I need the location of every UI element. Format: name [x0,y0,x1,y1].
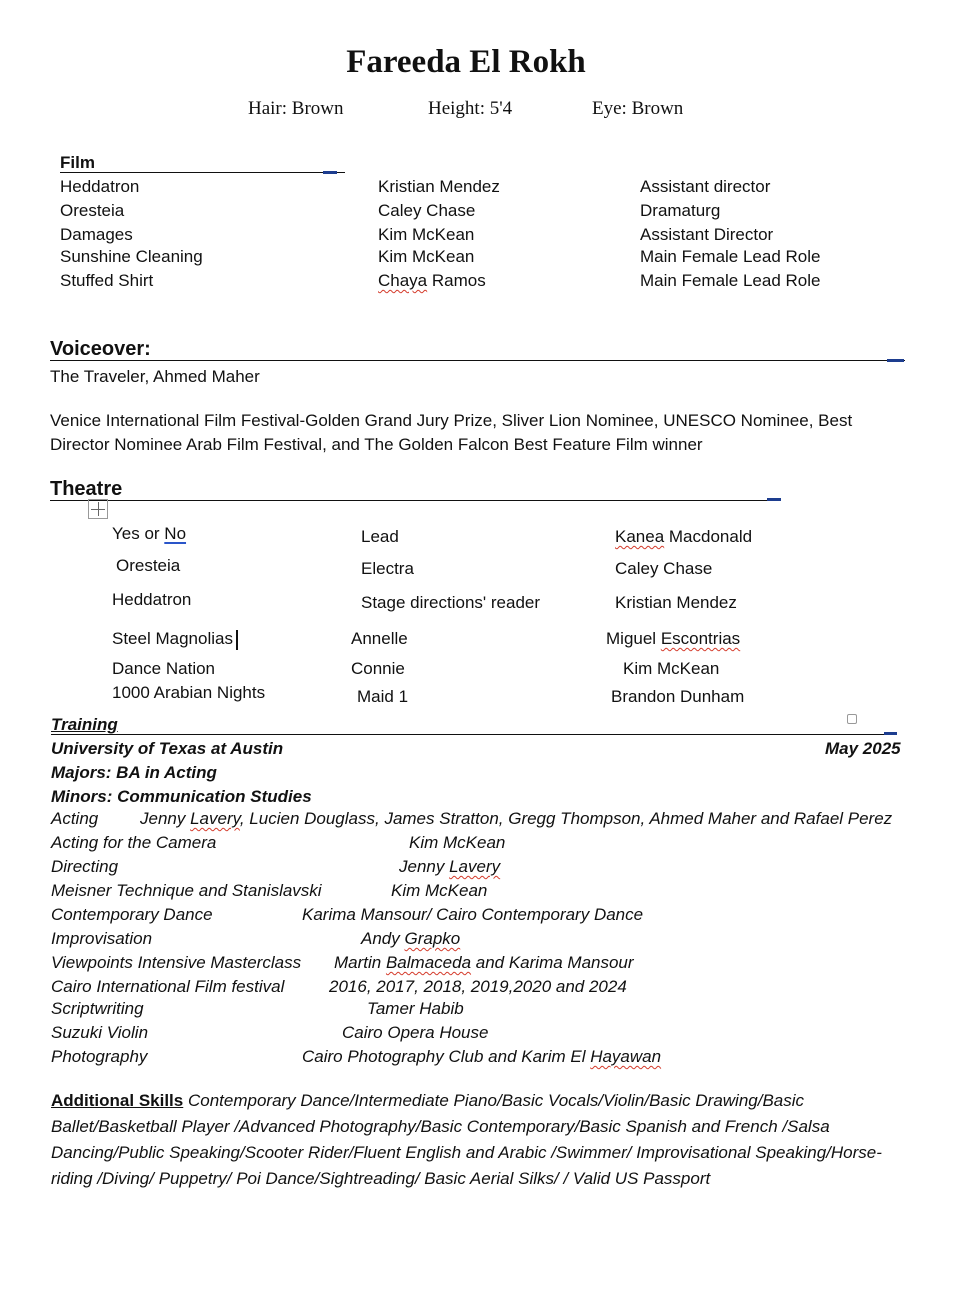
film-role: Main Female Lead Role [640,271,821,290]
film-director: Kristian Mendez [378,177,500,196]
spellcheck-word[interactable]: Lavery [190,809,240,828]
height-attribute: Height: 5'4 [428,98,513,119]
theatre-role: Stage directions' reader [361,593,541,612]
training-value: Andy Grapko [361,929,461,948]
training-value: Cairo Opera House [342,1023,489,1042]
spellcheck-word[interactable]: Hayawan [590,1047,662,1066]
theatre-role: Lead [361,527,399,546]
theatre-director: Kim McKean [623,659,720,678]
training-value: Jenny Lavery, Lucien Douglass, James Stratton, Gregg Thompson, Ahmed Maher and Rafael Perez [140,809,893,828]
film-director: Chaya Ramos [378,271,486,290]
spellcheck-word[interactable]: Grapko [404,929,461,948]
film-director: Kim McKean [378,247,475,266]
film-role: Assistant Director [640,225,774,244]
anchor-marker [767,498,781,501]
training-heading: Training [51,715,118,734]
training-value: Cairo Photography Club and Karim El Hayawan [302,1047,662,1066]
anchor-marker [323,171,337,174]
film-heading: Film [60,153,95,172]
film-title: Sunshine Cleaning [60,247,203,266]
training-value: Tamer Habib [367,999,464,1018]
film-role: Main Female Lead Role [640,247,821,266]
theatre-title: Heddatron [112,590,192,609]
film-title: Stuffed Shirt [60,271,154,290]
theatre-role: Connie [351,659,405,678]
training-rule [51,734,897,735]
spellcheck-word[interactable]: Balmaceda [385,953,472,972]
spellcheck-word[interactable]: Kanea [615,527,665,546]
theatre-title: Dance Nation [112,659,216,678]
anchor-marker [887,359,904,362]
table-move-handle-icon[interactable] [88,499,108,519]
film-role: Assistant director [640,177,771,196]
additional-skills [51,1088,891,1192]
voiceover-credit: The Traveler, Ahmed Maher [50,367,260,386]
training-school: University of Texas at Austin [51,739,284,758]
theatre-rule [50,500,780,501]
theatre-director: Kanea Macdonald [615,527,753,546]
voiceover-awards-line: Director Nominee Arab Film Festival, and The Golden Falcon Best Feature Film winner [50,435,703,454]
theatre-heading: Theatre [50,478,123,500]
text-cursor [236,630,238,650]
training-value: Kim McKean [391,881,488,900]
training-label: Acting for the Camera [51,833,217,852]
training-value: Karima Mansour/ Cairo Contemporary Dance [302,905,644,924]
table-resize-handle-icon[interactable] [847,714,857,724]
film-title: Damages [60,225,133,244]
theatre-role: Annelle [351,629,408,648]
training-label: Scriptwriting [51,999,144,1018]
voiceover-awards-line: Venice International Film Festival-Golden Grand Jury Prize, Sliver Lion Nominee, UNESCO Nominee, Best [50,411,853,430]
additional-skills-heading: Additional Skills [51,1091,184,1110]
training-value: Martin Balmaceda and Karima Mansour [334,953,634,972]
theatre-title: Steel Magnolias [112,629,238,650]
hair-attribute: Hair: Brown [248,98,344,119]
spellcheck-word[interactable]: Lavery [449,857,501,876]
film-title: Heddatron [60,177,140,196]
theatre-title: 1000 Arabian Nights [112,683,266,702]
name-title: Fareeda El Rokh [346,44,586,80]
training-majors: Majors: BA in Acting [51,763,217,782]
theatre-role: Maid 1 [357,687,409,706]
film-director: Kim McKean [378,225,475,244]
training-label: Improvisation [51,929,153,948]
film-role: Dramaturg [640,201,721,220]
voiceover-heading: Voiceover: [50,338,151,360]
training-label: Contemporary Dance [51,905,213,924]
theatre-role: Electra [361,559,414,578]
film-title: Oresteia [60,201,125,220]
theatre-title: Yes or No [112,524,187,543]
training-value: Jenny Lavery [399,857,501,876]
anchor-marker [884,732,897,735]
training-label: Directing [51,857,119,876]
training-label: Acting [51,809,99,828]
theatre-title: Oresteia [116,556,181,575]
theatre-director: Caley Chase [615,559,713,578]
training-label: Photography [51,1047,148,1066]
training-value: Kim McKean [409,833,506,852]
eye-attribute: Eye: Brown [592,98,684,119]
voiceover-rule [50,360,905,361]
training-value: 2016, 2017, 2018, 2019,2020 and 2024 [329,977,627,996]
film-director: Caley Chase [378,201,476,220]
training-date: May 2025 [825,739,901,758]
film-rule [60,172,345,173]
training-label: Suzuki Violin [51,1023,149,1042]
training-label: Viewpoints Intensive Masterclass [51,953,302,972]
training-minors: Minors: Communication Studies [51,787,312,806]
theatre-director: Miguel Escontrias [606,629,741,648]
theatre-director: Brandon Dunham [611,687,745,706]
theatre-director: Kristian Mendez [615,593,737,612]
spellcheck-word[interactable]: Chaya [378,271,428,290]
additional-skills-text: Contemporary Dance/Intermediate Piano/Basic Vocals/Violin/Basic Drawing/Basic Ballet/Basketball Player /Advanced Photography/Basic Contemporary/Basic Spanish and French /Salsa Dancing/Public Speaking/Scooter Rider/Fluent English and Arabic /Swimmer/ Improvisational Speaking/Horse-riding /Diving/ Puppetry/ Poi Dance/Sightreading/ Basic Aerial Silks/ / Valid US Passport [51,1091,882,1188]
training-label: Meisner Technique and Stanislavski [51,881,322,900]
spellcheck-word[interactable]: Escontrias [660,629,741,648]
training-label: Cairo International Film festival [51,977,285,996]
